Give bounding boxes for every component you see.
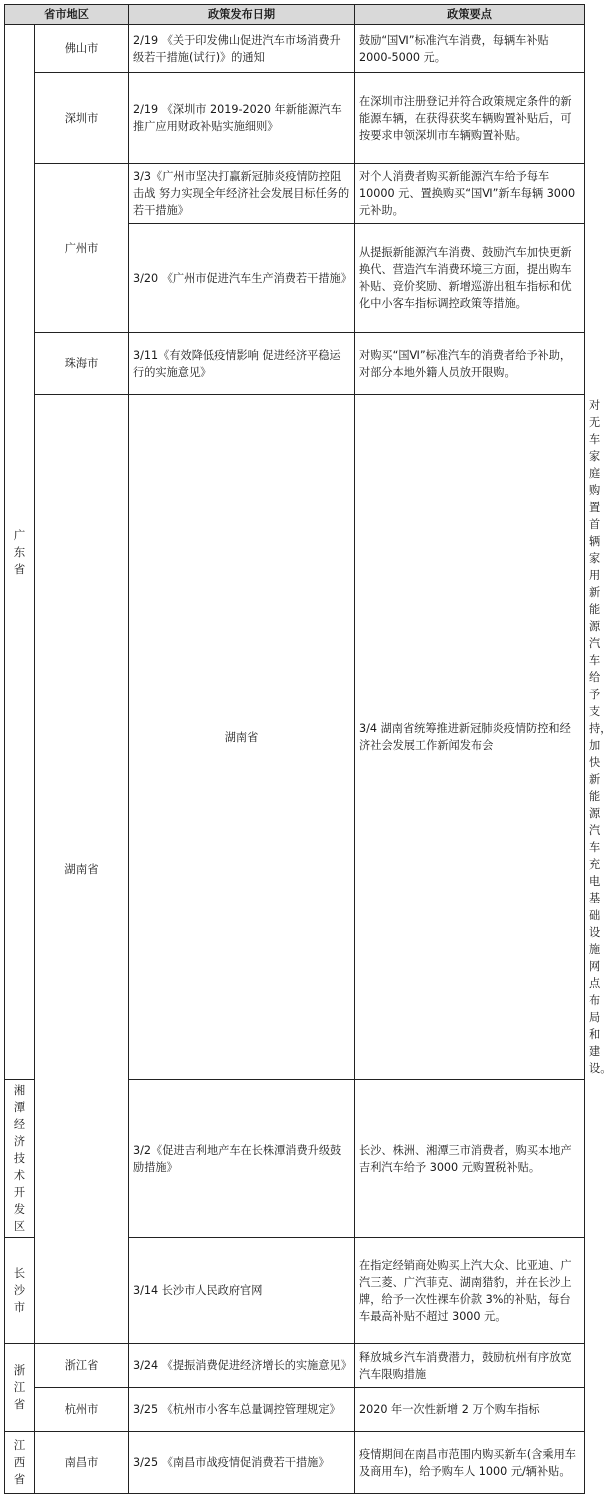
table-row [5,25,585,73]
point-cell: 对购买“国Ⅵ”标准汽车的消费者给予补助，对部分本地外籍人员放开限购。 [355,333,585,395]
point-cell: 鼓励“国Ⅵ”标准汽车消费，每辆车补贴 2000-5000 元。 [355,25,585,73]
point-cell: 长沙、株洲、湘潭三市消费者，购买本地产吉利汽车给予 3000 元购置税补贴。 [355,1080,585,1238]
policy-cell: 3/2《促进吉利地产车在长株潭消费升级鼓励措施》 [129,1080,355,1238]
point-cell: 释放城乡汽车消费潜力，鼓励杭州有序放宽汽车限购措施 [355,1344,585,1388]
city-cell: 广州市 [35,164,129,333]
city-cell: 南昌市 [35,1432,129,1494]
point-cell: 对个人消费者购买新能源汽车给予每车 10000 元、置换购买“国Ⅵ”新车每辆 3000 元补助。 [355,164,585,224]
policy-cell: 3/20 《广州市促进汽车生产消费若干措施》 [129,224,355,333]
city-cell: 杭州市 [35,1388,129,1432]
province-cell: 广东省 [5,25,35,1080]
header-region: 省市地区 [5,5,129,25]
policy-cell: 3/3《广州市坚决打赢新冠肺炎疫情防控阻击战 努力实现全年经济社会发展目标任务的若干措施》 [129,164,355,224]
policy-cell: 3/11《有效降低疫情影响 促进经济平稳运行的实施意见》 [129,333,355,395]
policy-table [4,4,611,1494]
point-cell: 在指定经销商处购买上汽大众、比亚迪、广汽三菱、广汽菲克、湖南猎豹，并在长沙上牌，给予一次性裸车价款 3%的补贴，每台车最高补贴不超过 3000 元。 [355,1238,585,1344]
policy-cell: 3/24 《提振消费促进经济增长的实施意见》 [129,1344,355,1388]
province-cell: 浙江省 [5,1344,35,1432]
policy-cell: 3/25 《杭州市小客车总量调控管理规定》 [129,1388,355,1432]
header-row [5,5,585,25]
province-cell: 江西省 [5,1432,35,1494]
city-cell: 长沙市 [5,1238,35,1344]
city-cell: 浙江省 [35,1344,129,1388]
province-cell: 湖南省 [35,395,129,1344]
policy-cell: 2/19 《深圳市 2019-2020 年新能源汽车推广应用财政补贴实施细则》 [129,73,355,164]
header-points: 政策要点 [355,5,585,25]
city-cell: 湘潭经济技术开发区 [5,1080,35,1238]
point-cell: 2020 年一次性新增 2 万个购车指标 [355,1388,585,1432]
header-date: 政策发布日期 [129,5,355,25]
city-cell: 佛山市 [35,25,129,73]
table-row: 湖南省 湖南省 3/4 湖南省统筹推进新冠肺炎疫情防控和经济社会发展工作新闻发布会 对无车家庭购置首辆家用新能源汽车给予支持，加快新能源汽车充电基础设施网点布局和建设。 [5,395,585,1080]
policy-cell: 3/25 《南昌市战疫情促消费若干措施》 [129,1432,355,1494]
table-row [5,1388,585,1432]
table-row [5,1432,585,1494]
city-cell: 深圳市 [35,73,129,164]
city-cell: 湖南省 [129,395,355,1080]
point-cell: 从提振新能源汽车消费、鼓励汽车加快更新换代、营造汽车消费环境三方面，提出购车补贴、竞价奖励、新增巡游出租车指标和优化中小客车指标调控政策等措施。 [355,224,585,333]
policy-cell: 2/19 《关于印发佛山促进汽车市场消费升级若干措施(试行)》的通知 [129,25,355,73]
policy-cell: 3/4 湖南省统筹推进新冠肺炎疫情防控和经济社会发展工作新闻发布会 [355,395,585,1080]
point-cell: 疫情期间在南昌市范围内购买新车(含乘用车及商用车)，给予购车人 1000 元/辆补贴。 [355,1432,585,1494]
point-cell: 在深圳市注册登记并符合政策规定条件的新能源车辆，在获得获奖车辆购置补贴后，可按要求申领深圳市车辆购置补贴。 [355,73,585,164]
table-row [5,333,585,395]
table-row [5,73,585,164]
table-row [5,164,585,224]
city-cell: 珠海市 [35,333,129,395]
table-row [5,1344,585,1388]
policy-cell: 3/14 长沙市人民政府官网 [129,1238,355,1344]
